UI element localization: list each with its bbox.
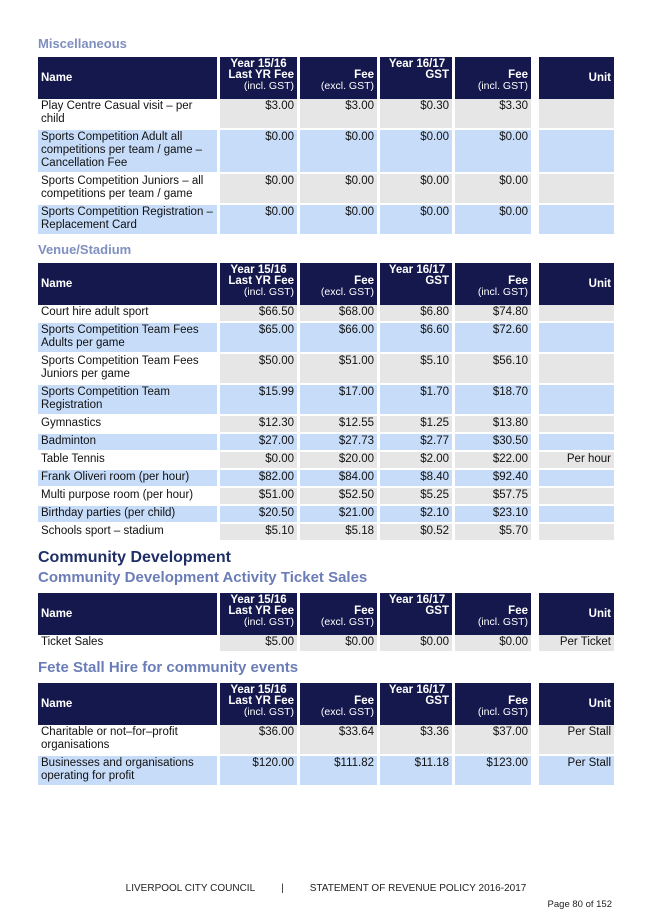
page-number: Page 80 of 152	[547, 899, 612, 910]
header-unit: Unit	[539, 593, 614, 635]
row-unit	[539, 130, 614, 174]
row-last-yr-fee: $3.00	[220, 99, 300, 130]
table-row	[38, 174, 614, 205]
row-fee-excl-gst: $5.18	[300, 524, 380, 542]
section-heading: Community Development Activity Ticket Sales	[38, 569, 368, 586]
row-unit	[539, 305, 614, 323]
row-last-yr-fee: $65.00	[220, 323, 300, 354]
header-last-yr-fee	[220, 57, 300, 99]
row-name: Sports Competition Team Fees Adults per game	[38, 323, 220, 354]
row-fee-incl-gst: $74.80	[455, 305, 534, 323]
row-name: Businesses and organisations operating for profit	[38, 756, 220, 787]
table-row	[38, 130, 614, 174]
row-unit: Per hour	[539, 452, 614, 470]
row-last-yr-fee: $51.00	[220, 488, 300, 506]
row-last-yr-fee: $0.00	[220, 174, 300, 205]
row-gst: $6.60	[380, 323, 455, 354]
table-row	[38, 99, 614, 130]
row-last-yr-fee: $0.00	[220, 452, 300, 470]
header-unit: Unit	[539, 57, 614, 99]
row-name: Ticket Sales	[38, 635, 220, 653]
header-fee	[300, 263, 446, 305]
header-fee-incl-label: Fee	[508, 69, 528, 81]
header-year-prev: Year 15/16	[230, 264, 287, 276]
header-gst-label: GST	[425, 69, 449, 81]
header-fee-incl-label: Fee	[508, 605, 528, 617]
header-last-yr-fee	[220, 593, 300, 635]
row-gst: $0.00	[380, 635, 455, 653]
row-last-yr-fee: $15.99	[220, 385, 300, 416]
row-unit	[539, 205, 614, 236]
row-name: Play Centre Casual visit – per child	[38, 99, 220, 130]
header-year-prev: Year 15/16	[230, 594, 287, 606]
document-page	[38, 36, 614, 793]
header-incl-gst: (incl. GST)	[243, 706, 294, 718]
row-fee-incl-gst: $22.00	[455, 452, 534, 470]
header-gst-label: GST	[425, 605, 449, 617]
header-excl-gst: (excl. GST)	[320, 80, 374, 92]
header-excl-gst: (excl. GST)	[320, 706, 374, 718]
row-unit	[539, 99, 614, 130]
row-unit: Per Stall	[539, 756, 614, 787]
row-unit	[539, 416, 614, 434]
header-incl-gst: (incl. GST)	[243, 80, 294, 92]
row-unit	[539, 506, 614, 524]
row-unit	[539, 385, 614, 416]
table-header-row	[38, 57, 614, 99]
header-excl-gst: (excl. GST)	[320, 616, 374, 628]
row-name: Sports Competition Team Fees Juniors per game	[38, 354, 220, 385]
content	[38, 36, 614, 787]
row-fee-excl-gst: $0.00	[300, 130, 380, 174]
row-unit	[539, 323, 614, 354]
row-fee-incl-gst: $30.50	[455, 434, 534, 452]
row-name: Sports Competition Juniors – all competitions per team / game	[38, 174, 220, 205]
table-row	[38, 205, 614, 236]
row-unit	[539, 174, 614, 205]
row-last-yr-fee: $82.00	[220, 470, 300, 488]
row-gst: $2.10	[380, 506, 455, 524]
row-unit	[539, 434, 614, 452]
row-last-yr-fee: $12.30	[220, 416, 300, 434]
row-fee-excl-gst: $66.00	[300, 323, 380, 354]
footer-title: STATEMENT OF REVENUE POLICY 2016-2017	[309, 883, 527, 894]
row-gst: $5.10	[380, 354, 455, 385]
table-row	[38, 488, 614, 506]
row-name: Schools sport – stadium	[38, 524, 220, 542]
header-gst-label: GST	[425, 695, 449, 707]
header-name: Name	[38, 683, 220, 725]
row-unit: Per Ticket	[539, 635, 614, 653]
row-fee-excl-gst: $0.00	[300, 174, 380, 205]
row-gst: $0.30	[380, 99, 455, 130]
header-incl-gst: (incl. GST)	[243, 616, 294, 628]
header-unit: Unit	[539, 683, 614, 725]
row-gst: $0.52	[380, 524, 455, 542]
row-fee-incl-gst: $56.10	[455, 354, 534, 385]
header-fee-incl-label: Fee	[508, 695, 528, 707]
section-heading: Fete Stall Hire for community events	[38, 659, 299, 676]
header-last-yr-label: Last YR Fee	[228, 695, 294, 707]
header-year-curr: Year 16/17	[388, 594, 446, 606]
footer-org: LIVERPOOL CITY COUNCIL	[125, 883, 256, 894]
row-name: Charitable or not–for–profit organisations	[38, 725, 220, 756]
header-fee-incl-label: Fee	[508, 275, 528, 287]
row-fee-excl-gst: $3.00	[300, 99, 380, 130]
row-unit	[539, 488, 614, 506]
section-heading: Venue/Stadium	[38, 242, 132, 257]
row-last-yr-fee: $20.50	[220, 506, 300, 524]
row-name: Birthday parties (per child)	[38, 506, 220, 524]
row-fee-excl-gst: $21.00	[300, 506, 380, 524]
table-row	[38, 434, 614, 452]
row-fee-incl-gst: $123.00	[455, 756, 534, 787]
table-header-row	[38, 263, 614, 305]
table-row	[38, 354, 614, 385]
row-fee-incl-gst: $0.00	[455, 174, 534, 205]
row-fee-incl-gst: $23.10	[455, 506, 534, 524]
row-name: Court hire adult sport	[38, 305, 220, 323]
row-last-yr-fee: $0.00	[220, 130, 300, 174]
header-last-yr-label: Last YR Fee	[228, 275, 294, 287]
row-last-yr-fee: $66.50	[220, 305, 300, 323]
row-fee-excl-gst: $0.00	[300, 205, 380, 236]
row-fee-excl-gst: $17.00	[300, 385, 380, 416]
row-last-yr-fee: $36.00	[220, 725, 300, 756]
row-fee-excl-gst: $27.73	[300, 434, 380, 452]
header-name: Name	[38, 57, 220, 99]
row-fee-incl-gst: $18.70	[455, 385, 534, 416]
row-name: Frank Oliveri room (per hour)	[38, 470, 220, 488]
table-row	[38, 725, 614, 756]
header-last-yr-label: Last YR Fee	[228, 69, 294, 81]
row-fee-excl-gst: $20.00	[300, 452, 380, 470]
table-row	[38, 323, 614, 354]
table-row	[38, 756, 614, 787]
row-unit	[539, 470, 614, 488]
row-last-yr-fee: $5.00	[220, 635, 300, 653]
table-row	[38, 635, 614, 653]
row-gst: $0.00	[380, 174, 455, 205]
header-fee-label: Fee	[354, 605, 374, 617]
row-last-yr-fee: $5.10	[220, 524, 300, 542]
footer-separator: |	[281, 883, 284, 894]
header-fee	[300, 593, 446, 635]
header-incl-gst: (incl. GST)	[243, 286, 294, 298]
header-gst-label: GST	[425, 275, 449, 287]
row-name: Multi purpose room (per hour)	[38, 488, 220, 506]
header-incl-gst-2: (incl. GST)	[477, 286, 528, 298]
header-year-curr: Year 16/17	[388, 684, 446, 696]
row-gst: $1.70	[380, 385, 455, 416]
header-fee-label: Fee	[354, 275, 374, 287]
header-unit: Unit	[539, 263, 614, 305]
page-footer	[0, 883, 652, 894]
row-fee-excl-gst: $33.64	[300, 725, 380, 756]
row-fee-incl-gst: $0.00	[455, 635, 534, 653]
header-incl-gst-2: (incl. GST)	[477, 80, 528, 92]
row-gst: $6.80	[380, 305, 455, 323]
fee-table	[38, 593, 614, 653]
row-fee-excl-gst: $12.55	[300, 416, 380, 434]
table-row	[38, 305, 614, 323]
row-fee-incl-gst: $37.00	[455, 725, 534, 756]
row-fee-incl-gst: $92.40	[455, 470, 534, 488]
row-fee-incl-gst: $13.80	[455, 416, 534, 434]
row-name: Gymnastics	[38, 416, 220, 434]
row-fee-incl-gst: $0.00	[455, 130, 534, 174]
fee-table	[38, 683, 614, 787]
row-gst: $8.40	[380, 470, 455, 488]
row-gst: $1.25	[380, 416, 455, 434]
row-gst: $0.00	[380, 205, 455, 236]
row-fee-incl-gst: $72.60	[455, 323, 534, 354]
fee-table	[38, 57, 614, 236]
row-fee-incl-gst: $57.75	[455, 488, 534, 506]
header-incl-gst-2: (incl. GST)	[477, 616, 528, 628]
table-row	[38, 452, 614, 470]
header-fee	[300, 683, 446, 725]
row-gst: $5.25	[380, 488, 455, 506]
row-gst: $3.36	[380, 725, 455, 756]
table-row	[38, 470, 614, 488]
header-name: Name	[38, 593, 220, 635]
row-last-yr-fee: $50.00	[220, 354, 300, 385]
main-heading: Community Development	[38, 549, 231, 566]
row-name: Badminton	[38, 434, 220, 452]
header-fee-label: Fee	[354, 69, 374, 81]
header-year-curr: Year 16/17	[388, 264, 446, 276]
row-name: Sports Competition Adult all competitions per team / game – Cancellation Fee	[38, 130, 220, 174]
row-gst: $0.00	[380, 130, 455, 174]
fee-table	[38, 263, 614, 542]
row-last-yr-fee: $27.00	[220, 434, 300, 452]
header-name: Name	[38, 263, 220, 305]
row-last-yr-fee: $0.00	[220, 205, 300, 236]
table-header-row	[38, 683, 614, 725]
header-fee	[300, 57, 446, 99]
row-unit	[539, 524, 614, 542]
table-row	[38, 506, 614, 524]
row-fee-excl-gst: $51.00	[300, 354, 380, 385]
header-last-yr-label: Last YR Fee	[228, 605, 294, 617]
header-incl-gst-2: (incl. GST)	[477, 706, 528, 718]
row-last-yr-fee: $120.00	[220, 756, 300, 787]
header-last-yr-fee	[220, 263, 300, 305]
header-year-prev: Year 15/16	[230, 58, 287, 70]
table-row	[38, 385, 614, 416]
row-name: Table Tennis	[38, 452, 220, 470]
table-header-row	[38, 593, 614, 635]
table-row	[38, 416, 614, 434]
header-year-curr: Year 16/17	[388, 58, 446, 70]
section-heading: Miscellaneous	[38, 36, 127, 51]
row-fee-excl-gst: $0.00	[300, 635, 380, 653]
row-fee-incl-gst: $3.30	[455, 99, 534, 130]
row-fee-incl-gst: $5.70	[455, 524, 534, 542]
row-fee-excl-gst: $111.82	[300, 756, 380, 787]
row-gst: $11.18	[380, 756, 455, 787]
row-fee-excl-gst: $52.50	[300, 488, 380, 506]
row-fee-excl-gst: $68.00	[300, 305, 380, 323]
header-last-yr-fee	[220, 683, 300, 725]
row-unit: Per Stall	[539, 725, 614, 756]
row-fee-excl-gst: $84.00	[300, 470, 380, 488]
row-name: Sports Competition Team Registration	[38, 385, 220, 416]
row-name: Sports Competition Registration – Replacement Card	[38, 205, 220, 236]
header-excl-gst: (excl. GST)	[320, 286, 374, 298]
row-gst: $2.00	[380, 452, 455, 470]
row-fee-incl-gst: $0.00	[455, 205, 534, 236]
row-gst: $2.77	[380, 434, 455, 452]
header-year-prev: Year 15/16	[230, 684, 287, 696]
table-row	[38, 524, 614, 542]
row-unit	[539, 354, 614, 385]
header-fee-label: Fee	[354, 695, 374, 707]
